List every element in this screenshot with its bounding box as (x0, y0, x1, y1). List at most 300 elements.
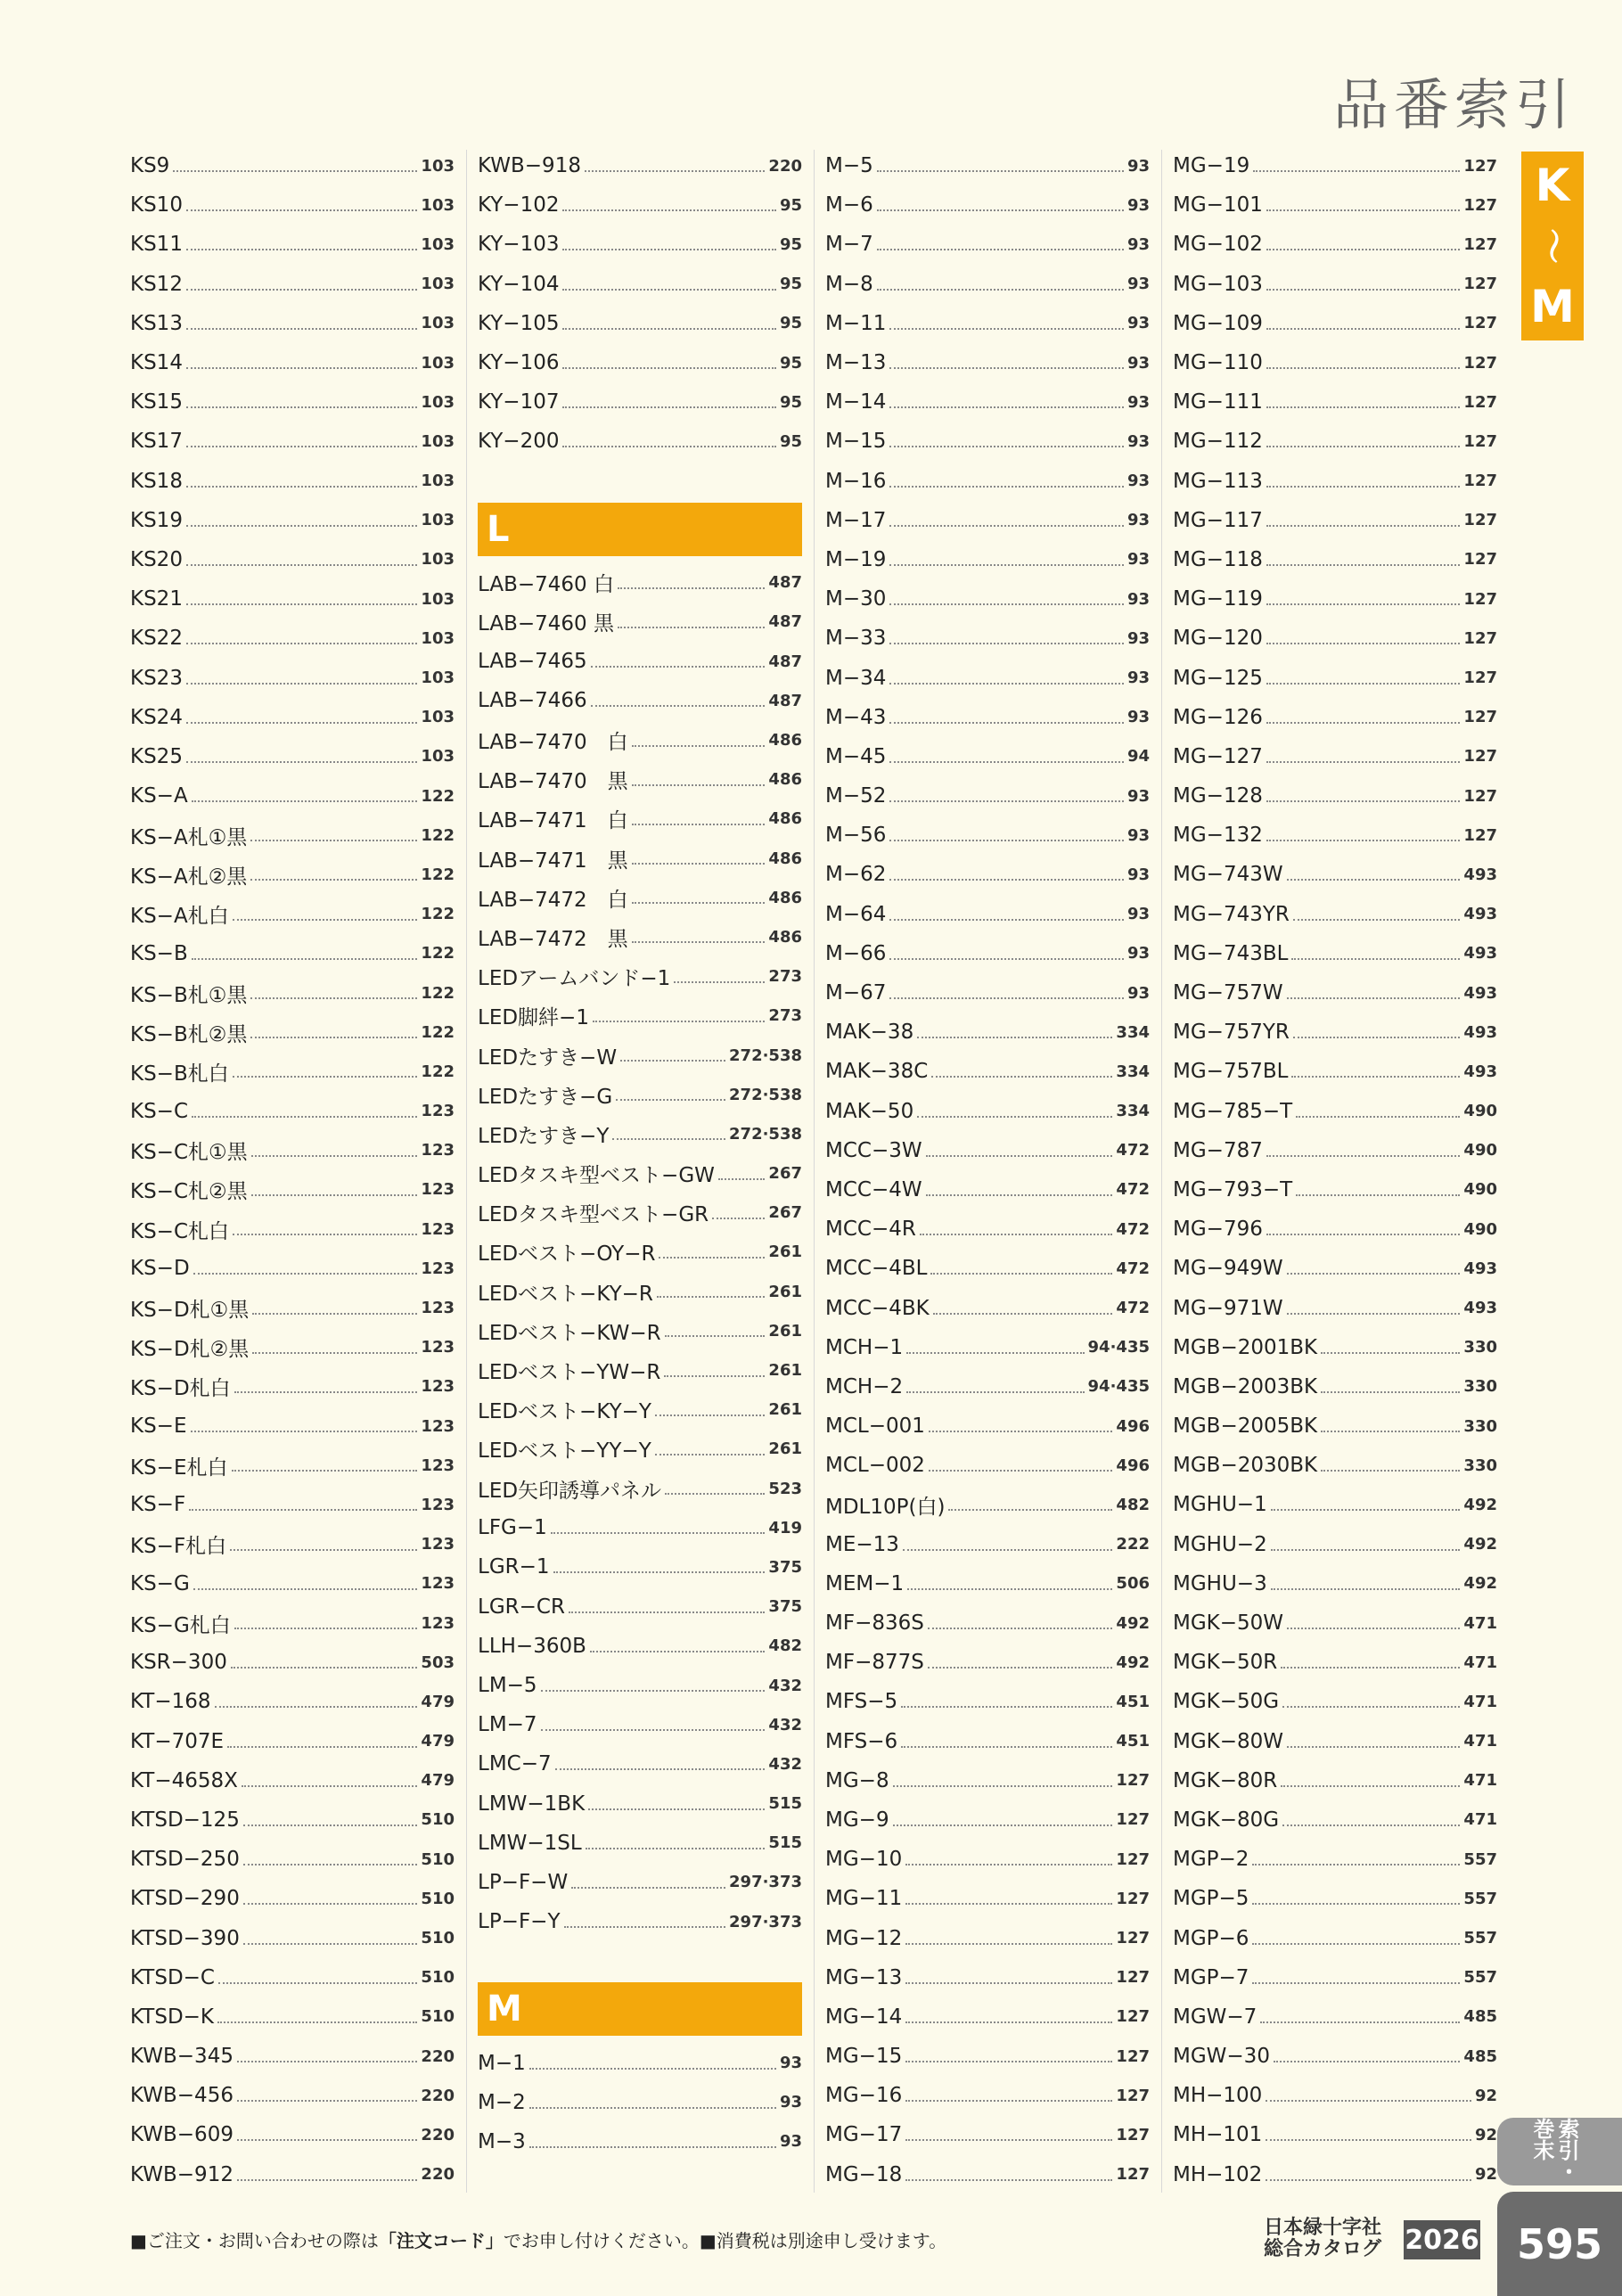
page-ref: 122 (421, 1062, 455, 1081)
page-ref: 93 (1126, 275, 1150, 294)
page-ref: 103 (421, 668, 455, 688)
page-ref: 330 (1463, 1416, 1497, 1436)
index-entry (478, 382, 802, 422)
index-entry (130, 1013, 455, 1052)
page-ref: 122 (421, 905, 455, 924)
product-code: MCC−4BK (825, 1296, 930, 1320)
leader-dots (1266, 2100, 1471, 2102)
page-ref: 220 (421, 2165, 455, 2185)
index-entry (130, 1288, 455, 1327)
leader-dots (562, 209, 775, 211)
page-ref: 375 (768, 1557, 802, 1577)
leader-dots (232, 1470, 418, 1472)
page-ref: 127 (1463, 195, 1497, 215)
leader-dots (889, 919, 1124, 921)
leader-dots (1266, 722, 1461, 724)
product-code: KS−D札白 (130, 1377, 231, 1401)
index-entry (1173, 1564, 1497, 1603)
leader-dots (234, 1391, 418, 1393)
product-code: MG−743BL (1173, 941, 1289, 965)
index-entry (478, 1902, 802, 1941)
page-ref: 127 (1463, 747, 1497, 767)
index-entry (825, 146, 1150, 185)
page-ref: 93 (779, 2093, 802, 2112)
product-code: MGB−2030BK (1173, 1454, 1318, 1478)
product-code: LGR−1 (478, 1555, 550, 1579)
page-ref: 492 (1116, 1652, 1150, 1672)
page-ref: 490 (1463, 1102, 1497, 1121)
page-ref: 103 (421, 472, 455, 491)
leader-dots (1252, 1982, 1460, 1984)
product-code: KS23 (130, 666, 183, 690)
product-code: MG−16 (825, 2084, 903, 2108)
page-ref: 220 (768, 156, 802, 176)
index-entry (1173, 2155, 1497, 2194)
page-ref: 103 (421, 628, 455, 648)
page-ref: 490 (1463, 1180, 1497, 1200)
product-code: KS18 (130, 469, 183, 493)
leader-dots (250, 840, 417, 841)
index-entry (130, 816, 455, 855)
page-ref: 493 (1463, 905, 1497, 924)
product-code: LEDベスト−OY−R (478, 1242, 656, 1267)
catalog-year-badge: 2026 (1404, 2220, 1480, 2259)
page-ref: 123 (421, 1180, 455, 1200)
page-ref: 515 (768, 1833, 802, 1853)
leader-dots (233, 1234, 417, 1235)
page-ref: 123 (421, 1102, 455, 1121)
leader-dots (893, 1824, 1113, 1826)
index-entry (1173, 1643, 1497, 1682)
page-ref: 330 (1463, 1456, 1497, 1475)
leader-dots (1271, 1509, 1461, 1511)
leader-dots (928, 1667, 1113, 1669)
leader-dots (877, 289, 1124, 291)
page-ref: 123 (421, 1299, 455, 1318)
page-ref: 261 (768, 1439, 802, 1459)
index-entry (1173, 1052, 1497, 1091)
leader-dots (191, 1431, 418, 1432)
index-column-4 (1173, 146, 1497, 2194)
page-ref: 492 (1463, 1535, 1497, 1554)
product-code: MAK−38 (825, 1021, 914, 1045)
product-code: M−16 (825, 469, 887, 493)
page-ref: 93 (1126, 195, 1150, 215)
product-code: KS−E (130, 1414, 187, 1439)
leader-dots (1296, 1116, 1460, 1118)
product-code: MG−949W (1173, 1257, 1283, 1281)
page-ref: 93 (1126, 825, 1150, 845)
product-code: MG−113 (1173, 469, 1263, 493)
leader-dots (590, 1651, 766, 1652)
page-ref: 486 (768, 809, 802, 829)
index-entry (1173, 1485, 1497, 1524)
product-code: MGP−5 (1173, 1887, 1249, 1911)
page-ref: 103 (421, 708, 455, 727)
product-code: MG−112 (1173, 430, 1263, 454)
product-code: LLH−360B (478, 1634, 586, 1658)
leader-dots (250, 1037, 417, 1038)
index-entry (478, 2083, 802, 2122)
product-code: LAB−7460 黒 (478, 612, 614, 636)
product-code: KT−168 (130, 1690, 211, 1714)
product-code: MGHU−1 (1173, 1493, 1267, 1517)
index-entry (130, 1052, 455, 1091)
page-ref: 490 (1463, 1219, 1497, 1239)
index-entry (478, 1350, 802, 1390)
index-entry (825, 895, 1150, 934)
page-ref: 103 (421, 589, 455, 609)
index-entry (825, 698, 1150, 737)
index-entry (130, 1367, 455, 1406)
product-code: KS−B札①黒 (130, 983, 248, 1007)
product-code: MGK−80G (1173, 1808, 1280, 1832)
page-ref: 95 (779, 234, 802, 254)
index-entry (130, 185, 455, 225)
leader-dots (1266, 486, 1461, 488)
leader-dots (616, 1099, 725, 1101)
product-code: M−1 (478, 2051, 526, 2075)
index-entry (478, 2122, 802, 2161)
product-code: LAB−7470 白 (478, 731, 628, 755)
index-entry (130, 1761, 455, 1800)
product-code: KS19 (130, 508, 183, 532)
leader-dots (1281, 1667, 1460, 1669)
leader-dots (215, 1706, 418, 1708)
index-entry (478, 760, 802, 800)
product-code: MG−19 (1173, 154, 1250, 178)
page-ref: 486 (768, 888, 802, 907)
product-code: MGK−50W (1173, 1611, 1284, 1636)
leader-dots (933, 1313, 1113, 1315)
index-entry (1173, 1682, 1497, 1721)
index-entry (130, 1485, 455, 1524)
index-entry (1173, 776, 1497, 816)
leader-dots (1282, 1706, 1460, 1708)
leader-dots (632, 941, 766, 943)
page-ref: 127 (1463, 786, 1497, 806)
product-code: MGHU−2 (1173, 1532, 1267, 1556)
leader-dots (920, 1234, 1113, 1235)
product-code: MG−102 (1173, 233, 1263, 257)
catalog-name: 日本緑十字社 総合カタログ (1264, 2217, 1382, 2260)
page-ref: 123 (421, 1141, 455, 1160)
index-entry (130, 1564, 455, 1603)
page-ref: 510 (421, 1889, 455, 1908)
product-code: KY−104 (478, 272, 560, 296)
product-code: LEDたすき−Y (478, 1124, 610, 1148)
page-ref: 493 (1463, 1062, 1497, 1081)
leader-dots (1296, 1194, 1460, 1196)
leader-dots (1321, 1352, 1460, 1354)
product-code: LP−F−W (478, 1870, 569, 1894)
leader-dots (1287, 1273, 1461, 1275)
leader-dots (243, 1943, 418, 1945)
leader-dots (186, 209, 417, 211)
product-code: MGB−2001BK (1173, 1335, 1318, 1359)
page-ref: 95 (779, 392, 802, 412)
page-ref: 122 (421, 983, 455, 1003)
index-entry (130, 776, 455, 816)
leader-dots (905, 2100, 1112, 2102)
index-entry (1173, 1288, 1497, 1327)
product-code: KS24 (130, 705, 183, 729)
product-code: KTSD−390 (130, 1926, 240, 1950)
page-ref: 485 (1463, 2046, 1497, 2066)
page-ref: 93 (1126, 905, 1150, 924)
tab-letter-end: M (1530, 281, 1575, 332)
page-ref: 127 (1116, 1889, 1150, 1908)
product-code: MCC−4W (825, 1177, 922, 1201)
product-code: MG−117 (1173, 508, 1263, 532)
leader-dots (718, 1178, 766, 1180)
leader-dots (585, 170, 765, 172)
index-entry (130, 2115, 455, 2154)
index-entry (825, 1367, 1150, 1406)
page-ref: 93 (1126, 314, 1150, 333)
index-entry (478, 343, 802, 382)
index-entry (1173, 462, 1497, 501)
leader-dots (907, 1588, 1112, 1590)
index-entry (825, 1722, 1150, 1761)
page-ref: 261 (768, 1321, 802, 1341)
page-ref: 127 (1463, 234, 1497, 254)
product-code: KS−A札白 (130, 905, 229, 929)
leader-dots (227, 1746, 417, 1748)
leader-dots (1266, 209, 1461, 211)
product-code: MG−119 (1173, 587, 1263, 611)
section-header: M (478, 1982, 802, 2036)
index-entry (130, 658, 455, 697)
leader-dots (1287, 1746, 1460, 1748)
leader-dots (620, 1060, 725, 1062)
page-ref: 103 (421, 747, 455, 767)
page-ref: 103 (421, 156, 455, 176)
leader-dots (186, 249, 417, 250)
index-entry (478, 2043, 802, 2082)
product-code: MG−103 (1173, 272, 1263, 296)
leader-dots (186, 722, 417, 724)
leader-dots (1266, 564, 1461, 566)
index-entry (825, 1485, 1150, 1524)
leader-dots (237, 2179, 417, 2181)
leader-dots (186, 603, 417, 605)
index-entry (1173, 1879, 1497, 1918)
product-code: MG−10 (825, 1848, 903, 1872)
product-code: MG−11 (825, 1887, 903, 1911)
leader-dots (562, 367, 775, 369)
page-ref: 122 (421, 944, 455, 964)
index-entry (130, 1210, 455, 1249)
leader-dots (555, 1768, 766, 1770)
product-code: KS−B札②黒 (130, 1022, 248, 1046)
index-entry (478, 1824, 802, 1863)
index-entry (1173, 382, 1497, 422)
page-ref: 330 (1463, 1377, 1497, 1397)
product-code: MG−796 (1173, 1218, 1263, 1242)
leader-dots (243, 1864, 418, 1866)
leader-dots (529, 2107, 776, 2109)
index-entry (478, 957, 802, 996)
leader-dots (1266, 683, 1461, 685)
product-code: LP−F−Y (478, 1910, 561, 1934)
product-code: MG−118 (1173, 547, 1263, 571)
product-code: KS−C (130, 1099, 189, 1123)
product-code: MG−757YR (1173, 1021, 1290, 1045)
leader-dots (562, 406, 775, 408)
page-ref: 485 (1463, 2007, 1497, 2027)
leader-dots (712, 1218, 765, 1219)
product-code: ME−13 (825, 1532, 899, 1556)
index-entry (130, 1643, 455, 1682)
leader-dots (243, 1903, 418, 1905)
index-entry (825, 1840, 1150, 1879)
product-code: KS−C札①黒 (130, 1141, 248, 1165)
side-label-index: 索引・巻末 (1497, 2118, 1622, 2185)
index-entry (130, 540, 455, 579)
section-tab (1521, 152, 1584, 340)
index-entry (1173, 579, 1497, 619)
index-column-1 (130, 146, 455, 2194)
index-entry (825, 816, 1150, 855)
index-entry (1173, 973, 1497, 1013)
product-code: M−8 (825, 272, 873, 296)
product-code: MCC−3W (825, 1138, 922, 1162)
page-ref: 486 (768, 849, 802, 868)
index-entry (825, 973, 1150, 1013)
index-entry (1173, 1722, 1497, 1761)
index-entry (130, 855, 455, 894)
page-ref: 432 (768, 1754, 802, 1774)
product-code: M−33 (825, 627, 887, 651)
index-entry (478, 1430, 802, 1469)
product-code: M−66 (825, 941, 887, 965)
leader-dots (186, 367, 417, 369)
product-code: KY−107 (478, 390, 560, 414)
leader-dots (632, 824, 766, 825)
index-entry (478, 185, 802, 225)
index-entry (478, 878, 802, 917)
product-code: KS10 (130, 193, 183, 217)
index-entry (130, 343, 455, 382)
page-ref: 93 (1126, 983, 1150, 1003)
leader-dots (233, 1076, 418, 1078)
index-entry (825, 1210, 1150, 1249)
product-code: LEDベスト−KW−R (478, 1321, 661, 1345)
index-entry (130, 265, 455, 304)
index-entry (478, 1469, 802, 1508)
product-code: MG−743W (1173, 863, 1283, 887)
product-code: LEDベスト−KY−Y (478, 1400, 651, 1424)
product-code: KTSD−250 (130, 1848, 240, 1872)
index-entry (478, 1154, 802, 1193)
product-code: LAB−7471 黒 (478, 849, 628, 873)
product-code: KS−A (130, 784, 188, 808)
page-ref: 557 (1463, 1968, 1497, 1988)
leader-dots (1287, 997, 1461, 999)
index-entry (1173, 1367, 1497, 1406)
page-ref: 127 (1463, 314, 1497, 333)
index-entry (1173, 1446, 1497, 1485)
leader-dots (173, 170, 417, 172)
product-code: KY−200 (478, 430, 560, 454)
product-code: KY−106 (478, 351, 560, 375)
leader-dots (230, 1549, 417, 1551)
product-code: MCC−4R (825, 1218, 916, 1242)
leader-dots (529, 2146, 776, 2148)
page-ref: 123 (421, 1259, 455, 1278)
index-entry (478, 1587, 802, 1627)
leader-dots (193, 1588, 418, 1590)
product-code: MGW−7 (1173, 2005, 1257, 2029)
page-ref: 93 (1126, 472, 1150, 491)
leader-dots (186, 643, 417, 644)
index-entry (130, 1446, 455, 1485)
product-code: MGW−30 (1173, 2045, 1270, 2069)
leader-dots (562, 446, 775, 447)
page-ref: 127 (1463, 668, 1497, 688)
index-entry (478, 1627, 802, 1666)
index-entry (825, 855, 1150, 894)
product-code: MF−836S (825, 1611, 924, 1636)
leader-dots (948, 1509, 1112, 1511)
page-ref: 95 (779, 431, 802, 451)
product-code: KTSD−125 (130, 1808, 240, 1832)
index-entry (825, 1918, 1150, 1957)
index-entry (478, 1784, 802, 1824)
index-entry (1173, 855, 1497, 894)
page-ref: 557 (1463, 1889, 1497, 1908)
index-entry (825, 1170, 1150, 1210)
product-code: M−14 (825, 390, 887, 414)
leader-dots (889, 406, 1124, 408)
leader-dots (931, 1076, 1112, 1078)
product-code: KS−C札②黒 (130, 1180, 248, 1204)
index-entry (478, 563, 802, 603)
index-entry (825, 1997, 1150, 2037)
leader-dots (1287, 1628, 1460, 1629)
page-ref: 127 (1116, 2007, 1150, 2027)
leader-dots (889, 683, 1124, 685)
page-ref: 486 (768, 770, 802, 790)
leader-dots (1321, 1470, 1460, 1472)
leader-dots (217, 2021, 417, 2023)
index-entry (825, 343, 1150, 382)
product-code: MG−12 (825, 1926, 903, 1950)
page-ref: 493 (1463, 944, 1497, 964)
page-ref: 272·538 (729, 1046, 802, 1065)
index-entry (825, 462, 1150, 501)
index-entry (1173, 1131, 1497, 1170)
index-entry (1173, 422, 1497, 461)
page-ref: 375 (768, 1597, 802, 1617)
index-entry (130, 737, 455, 776)
page-ref: 506 (1116, 1574, 1150, 1594)
leader-dots (250, 997, 417, 999)
index-entry (825, 1603, 1150, 1643)
index-entry (1173, 1406, 1497, 1446)
page-ref: 471 (1463, 1652, 1497, 1672)
product-code: M−7 (825, 233, 873, 257)
index-entry (1173, 1210, 1497, 1249)
product-code: KS−B札白 (130, 1062, 229, 1086)
page-ref: 222 (1116, 1535, 1150, 1554)
page-ref: 471 (1463, 1810, 1497, 1830)
page-ref: 123 (421, 1456, 455, 1475)
page-ref: 510 (421, 1929, 455, 1948)
index-entry (478, 1744, 802, 1784)
page-ref: 94 (1126, 747, 1150, 767)
